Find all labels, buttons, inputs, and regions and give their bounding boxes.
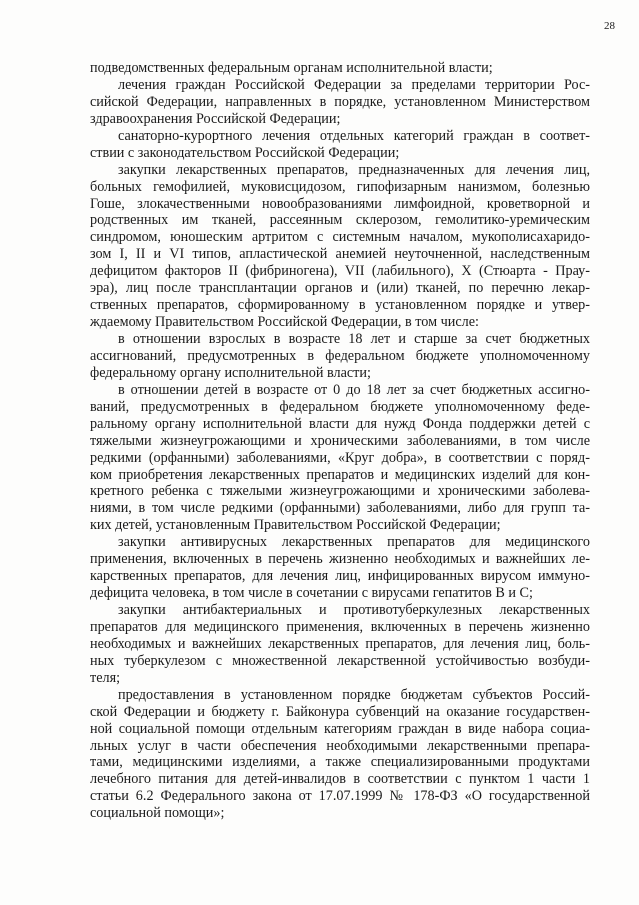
text-line: федеральному органу исполнительной власти; — [90, 364, 371, 381]
text-line: применения, включенных в перечень жизненно необходимых и важнейших ле- — [90, 551, 590, 568]
body-text — [90, 60, 590, 822]
text-line: редкими (орфанными) заболеваниями, «Круг добра», в соответствии с поряд- — [90, 449, 590, 466]
text-line: карственных препаратов, для лечения лиц, инфицированных вирусом иммуно- — [90, 568, 590, 585]
text-line: статьи 6.2 Федерального закона от 17.07.1999 № 178-ФЗ «О государственной — [90, 788, 590, 805]
text-line: ком приобретения лекарственных препаратов и медицинских изделий для кон- — [90, 466, 590, 483]
text-line: тяжелыми жизнеугрожающими и хроническими заболеваниями, в том числе — [90, 432, 590, 449]
page-number: 28 — [604, 20, 615, 32]
text-line: ской Федерации и бюджету г. Байконура субвенций на оказание государствен- — [90, 703, 590, 720]
text-line: в отношении детей в возрасте от 0 до 18 лет за счет бюджетных ассигно- — [118, 381, 590, 398]
text-line: льных услуг в части обеспечения необходимыми лекарственными препара- — [90, 737, 590, 754]
text-line: ственных препаратов, сформированному в установленном порядке и утвер- — [90, 297, 590, 314]
text-line: санаторно-курортного лечения отдельных категорий граждан в соответ- — [118, 127, 590, 144]
text-line: препаратов для медицинского применения, включенных в перечень жизненно — [90, 618, 590, 635]
text-line: ассигнований, предусмотренных в федеральном бюджете уполномоченному — [90, 347, 590, 364]
text-line: дефицита человека, в том числе в сочетании с вирусами гепатитов B и C; — [90, 585, 533, 602]
text-line: ких детей, установленным Правительством Российской Федерации; — [90, 517, 501, 534]
text-line: лечения граждан Российской Федерации за пределами территории Рос- — [118, 76, 590, 93]
text-line: ных туберкулезом с множественной лекарственной устойчивостью возбуди- — [90, 652, 590, 669]
text-line: закупки антивирусных лекарственных препаратов для медицинского — [118, 534, 590, 551]
text-line: ниями, в том числе редкими (орфанными) заболеваниями, либо для групп та- — [90, 500, 590, 517]
text-line: здравоохранения Российской Федерации; — [90, 110, 341, 127]
text-line: ной социальной помощи отдельным категориям граждан в виде набора социа- — [90, 720, 590, 737]
text-line: Гоше, злокачественными новообразованиями лимфоидной, кроветворной и — [90, 195, 590, 212]
text-line: дефицитом факторов II (фибриногена), VII (лабильного), X (Стюарта - Прау- — [90, 263, 590, 280]
text-line: ваний, предусмотренных в федеральном бюджете уполномоченному феде- — [90, 398, 590, 415]
text-line: социальной помощи»; — [90, 805, 225, 822]
text-line: подведомственных федеральным органам исполнительной власти; — [90, 60, 493, 76]
text-line: теля; — [90, 669, 121, 686]
text-line: родственных им тканей, рассеянным склерозом, гемолитико-уремическим — [90, 212, 590, 229]
text-line: необходимых и важнейших лекарственных препаратов, для лечения лиц, боль- — [90, 635, 590, 652]
text-line: сийской Федерации, направленных в порядке, установленном Министерством — [90, 93, 590, 110]
text-line: закупки лекарственных препаратов, предназначенных для лечения лиц, — [118, 161, 590, 178]
text-line: синдромом, юношеским артритом с системным началом, мукополисахаридо- — [90, 229, 590, 246]
text-line: в отношении взрослых в возрасте 18 лет и старше за счет бюджетных — [118, 331, 590, 347]
text-line: ждаемому Правительством Российской Федерации, в том числе: — [90, 314, 479, 331]
text-line: ральному органу исполнительной власти для нужд Фонда поддержки детей с — [90, 415, 590, 432]
text-line: лечебного питания для детей-инвалидов в соответствии с пунктом 1 части 1 — [90, 771, 590, 788]
text-line: больных гемофилией, муковисцидозом, гипофизарным нанизмом, болезнью — [90, 178, 590, 195]
text-line: предоставления в установленном порядке бюджетам субъектов Россий- — [118, 686, 590, 703]
text-line: ствии с законодательством Российской Федерации; — [90, 144, 400, 161]
text-line: закупки антибактериальных и противотуберкулезных лекарственных — [118, 602, 590, 618]
text-line: эра), лиц после трансплантации органов и (или) тканей, по перечню лекар- — [90, 280, 590, 297]
text-line: кретного ребенка с тяжелыми жизнеугрожающими и хроническими заболева- — [90, 483, 590, 500]
text-line: зом I, II и VI типов, апластической анемией неуточненной, наследственным — [90, 246, 590, 263]
text-line: тами, медицинскими изделиями, а также специализированными продуктами — [90, 754, 590, 771]
